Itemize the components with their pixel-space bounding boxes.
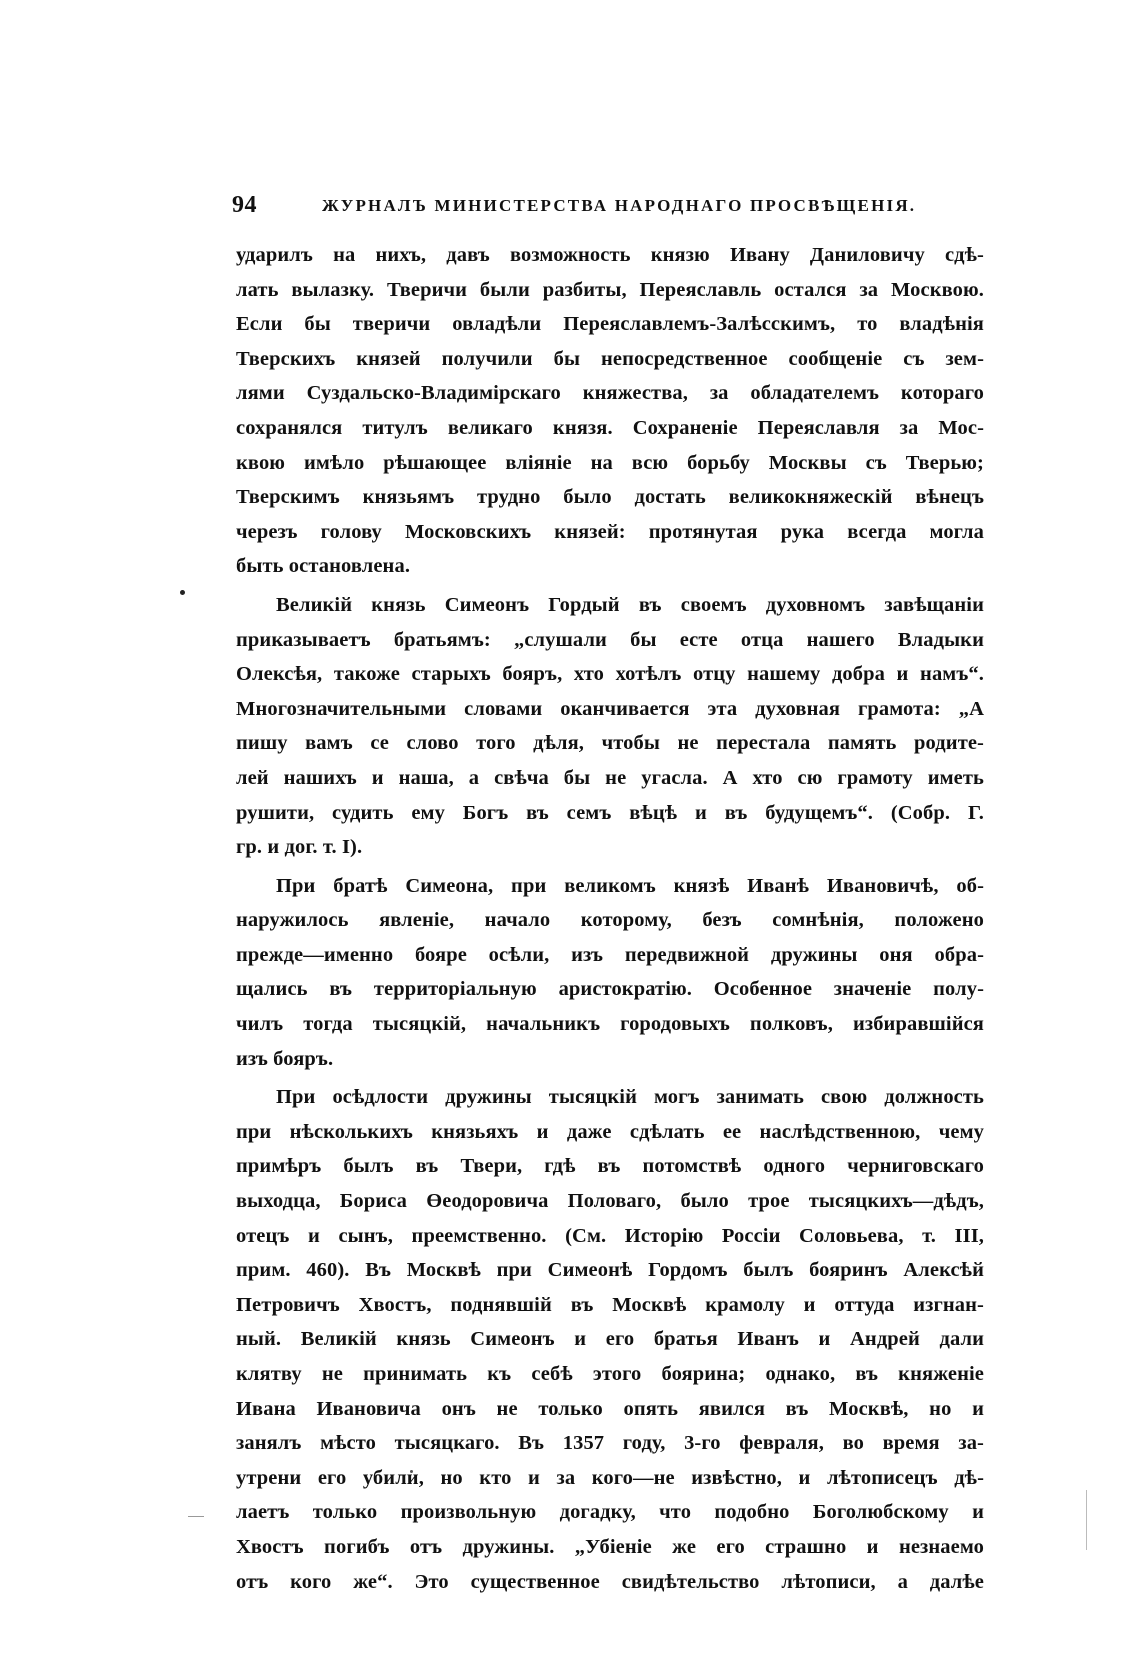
text-line: чилъ тогда тысяцкій, начальникъ городовыхъ полковъ, избиравшійся bbox=[236, 1013, 984, 1036]
text-line: отецъ и сынъ, преемственно. (См. Исторію Россіи Соловьева, т. III, bbox=[236, 1224, 984, 1247]
text-line: ный. Великій князь Симеонъ и его братья Иванъ и Андрей дали bbox=[236, 1328, 984, 1351]
text-line: примѣръ былъ въ Твери, гдѣ въ потомствѣ одного черниговскаго bbox=[236, 1155, 984, 1178]
text-line: Тверскихъ князей получили бы непосредственное сообщеніе съ зем- bbox=[236, 347, 984, 370]
text-line: Великій князь Симеонъ Гордый въ своемъ духовномъ завѣщаніи bbox=[276, 593, 984, 616]
text-line: прим. 460). Въ Москвѣ при Симеонѣ Гордомъ былъ бояринъ Алексѣй bbox=[236, 1259, 984, 1282]
text-line: выходца, Бориса Өеодоровича Половаго, было трое тысяцкихъ—дѣдъ, bbox=[236, 1190, 984, 1213]
page-header bbox=[232, 192, 982, 228]
text-line: Ивана Ивановича онъ не только опять явился въ Москвѣ, но и bbox=[236, 1397, 984, 1420]
text-line: ударилъ на нихъ, давъ возможность князю Ивану Даниловичу сдѣ- bbox=[236, 244, 984, 266]
text-line: квою имѣло рѣшающее вліяніе на всю борьбу Москвы съ Тверью; bbox=[236, 451, 984, 474]
text-line: занялъ мѣсто тысяцкаго. Въ 1357 году, 3-го февраля, во время за- bbox=[236, 1432, 984, 1455]
text-line: клятву не принимать къ себѣ этого боярина; однако, въ княженіе bbox=[236, 1363, 984, 1385]
text-line: Многозначительными словами оканчивается эта духовная грамота: „А bbox=[236, 697, 984, 720]
running-head: ЖУРНАЛЪ МИНИСТЕРСТВА НАРОДНАГО ПРОСВѢЩЕНІЯ. bbox=[322, 196, 917, 215]
text-line: Если бы тверичи овладѣли Переяславлемъ-Залѣсскимъ, то владѣнія bbox=[236, 313, 984, 336]
text-line: изъ бояръ. bbox=[236, 1047, 334, 1070]
text-line: При осѣдлости дружины тысяцкій могъ занимать свою должность bbox=[276, 1086, 984, 1109]
text-line: лями Суздальско-Владимірскаго княжества, за обладателемъ котораго bbox=[236, 382, 984, 405]
scan-speck bbox=[188, 1516, 204, 1517]
scan-speck bbox=[1086, 1490, 1087, 1550]
text-line: отъ кого же“. Это существенное свидѣтельство лѣтописи, а далѣе bbox=[236, 1570, 984, 1593]
text-line: прежде—именно бояре осѣли, изъ передвижной дружины оня обра- bbox=[236, 943, 984, 966]
text-line: Олексѣя, такоже старыхъ бояръ, хто хотѣлъ отцу нашему добра и намъ“. bbox=[236, 663, 984, 686]
text-line: лей нашихъ и наша, а свѣча бы не угасла. А хто сю грамоту иметь bbox=[236, 766, 984, 789]
page-number: 94 bbox=[232, 192, 257, 218]
text-line: быть остановлена. bbox=[236, 555, 411, 578]
margin-mark bbox=[180, 590, 185, 595]
text-line: лать вылазку. Тверичи были разбиты, Переяславль остался за Москвою. bbox=[236, 278, 984, 301]
text-line: лаетъ только произвольную догадку, что подобно Боголюбскому и bbox=[236, 1501, 984, 1524]
text-line: рушити, судить ему Богъ въ семъ вѣцѣ и въ будущемъ“. (Собр. Г. bbox=[236, 801, 984, 824]
text-line: щались въ территоріальную аристократію. Особенное значеніе полу- bbox=[236, 978, 984, 1001]
text-line: Петровичъ Хвостъ, поднявшій въ Москвѣ крамолу и оттуда изгнан- bbox=[236, 1293, 984, 1316]
text-line: гр. и дог. т. I). bbox=[236, 836, 363, 859]
paragraph-1 bbox=[236, 238, 984, 584]
text-line: пишу вамъ се слово того дѣля, чтобы не перестала память родите- bbox=[236, 732, 984, 755]
text-line: наружилось явленіе, начало которому, безъ сомнѣнія, положено bbox=[236, 909, 984, 932]
body-text bbox=[236, 238, 984, 1599]
paragraph-3 bbox=[236, 869, 984, 1077]
text-line: приказываетъ братьямъ: „слушали бы есте отца нашего Владыки bbox=[236, 628, 984, 651]
text-line: сохранялся титулъ великаго князя. Сохраненіе Переяславля за Мос- bbox=[236, 416, 984, 439]
text-line: Хвостъ погибъ отъ дружины. „Убіеніе же его страшно и незнаемо bbox=[236, 1535, 984, 1558]
text-line: При братѣ Симеона, при великомъ князѣ Иванѣ Ивановичѣ, об- bbox=[276, 874, 984, 897]
paragraph-4 bbox=[236, 1080, 984, 1599]
text-line: при нѣсколькихъ князьяхъ и даже сдѣлать ее наслѣдственною, чему bbox=[236, 1120, 984, 1143]
paragraph-2 bbox=[236, 588, 984, 865]
text-line: утрени его убили, но кто и за кого—не извѣстно, и лѣтописецъ дѣ- bbox=[236, 1466, 984, 1489]
text-line: Тверскимъ князьямъ трудно было достать великокняжескій вѣнецъ bbox=[236, 486, 984, 509]
text-line: черезъ голову Московскихъ князей: протянутая рука всегда могла bbox=[236, 520, 984, 543]
